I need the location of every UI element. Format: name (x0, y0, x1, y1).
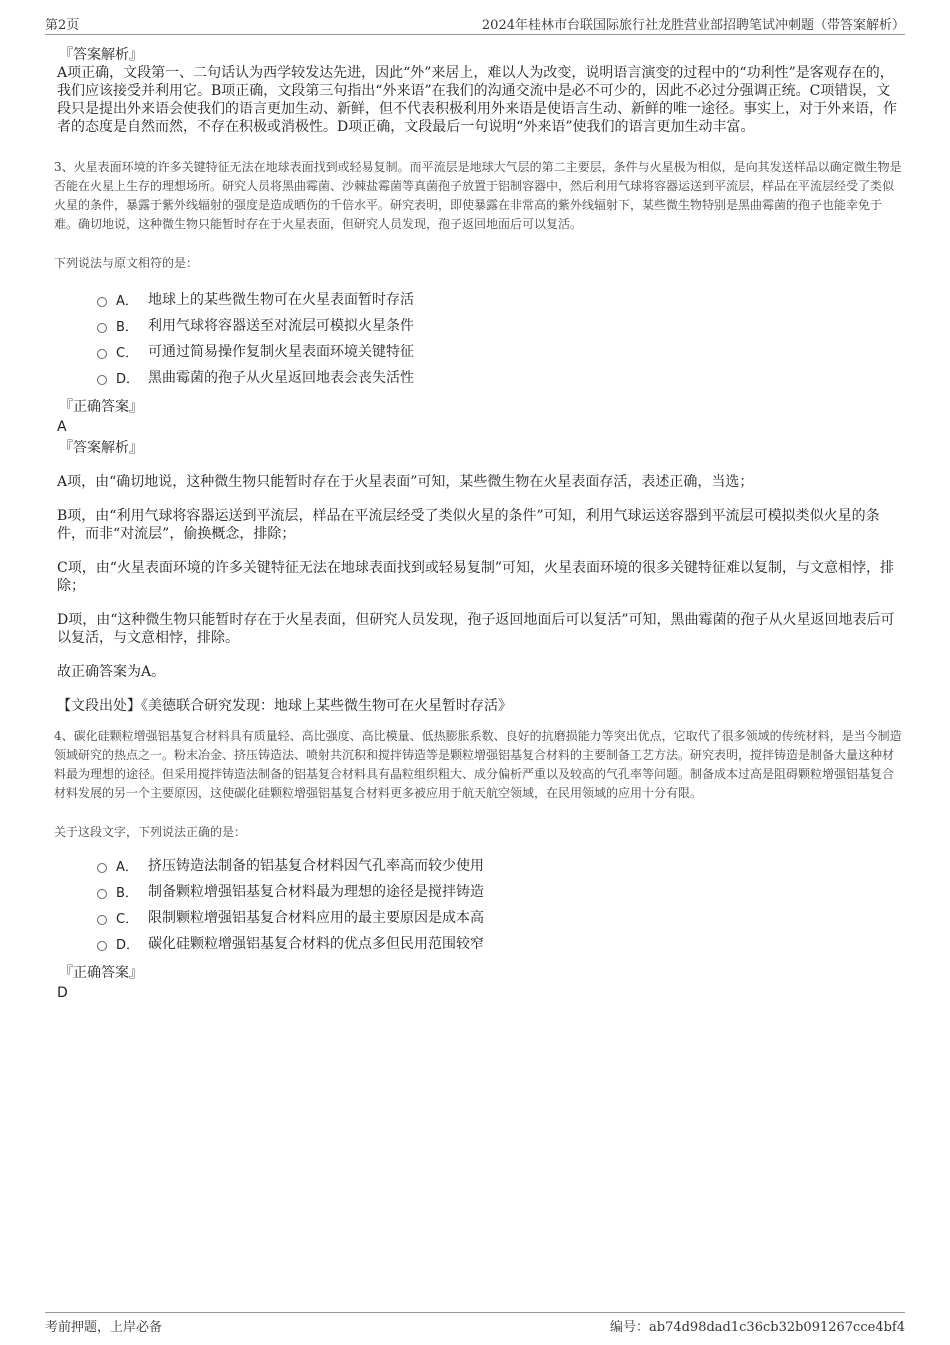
page-footer (45, 1312, 905, 1333)
q3-answer: A (57, 419, 67, 435)
option-letter: A． (116, 859, 138, 875)
q2-analysis-label: 『答案解析』 (59, 47, 143, 63)
q3-source: 【文段出处】《美德联合研究发现：地球上某些微生物可在火星暂时存活》 (57, 698, 512, 714)
option-text: 挤压铸造法制备的铝基复合材料因气孔率高而较少使用 (148, 858, 484, 874)
q4-answer-label: 『正确答案』 (59, 965, 143, 981)
q3-answer-label: 『正确答案』 (59, 399, 143, 415)
q3-option-d[interactable] (97, 364, 903, 390)
q4-option-d[interactable] (97, 930, 903, 956)
radio-icon[interactable] (97, 889, 107, 899)
option-text: 可通过简易操作复制火星表面环境关键特征 (148, 344, 414, 360)
option-letter: A． (116, 293, 138, 309)
q3-conclusion: 故正确答案为A。 (57, 664, 166, 680)
radio-icon[interactable] (97, 863, 107, 873)
footer-serial: 编号：ab74d98dad1c36cb32b091267cce4bf4 (610, 1320, 905, 1335)
q4-prompt: 关于这段文字，下列说法正确的是： (54, 825, 247, 839)
option-text: 碳化硅颗粒增强铝基复合材料的优点多但民用范围较窄 (148, 936, 484, 952)
q3-text: 3、火星表面环境的许多关键特征无法在地球表面找到或轻易复制。而平流层是地球大气层的第二主要层，条件与火星极为相似，是向其发送样品以确定微生物是否能在火星上生存的理想场所。研究人员将黑曲霉菌、沙棘盐霉菌等真菌孢子放置于铝制容器中，然后利用气球将容器运送到平流层，样品在平流层经受了类似火星的条件，暴露于紫外线辐射的强度是造成晒伤的千倍水平。研究表明，即使暴露在非常高的紫外线辐射下，某些微生物特别是黑曲霉菌的孢子也能幸免于难。确切地说，这种微生物只能暂时存在于火星表面，但研究人员发现，孢子返回地面后可以复活。 (54, 160, 902, 231)
q3-prompt: 下列说法与原文相符的是： (54, 256, 199, 270)
option-text: 制备颗粒增强铝基复合材料最为理想的途径是搅拌铸造 (148, 884, 484, 900)
option-text: 限制颗粒增强铝基复合材料应用的最主要原因是成本高 (148, 910, 484, 926)
q3-option-a[interactable] (97, 286, 903, 312)
q4-options (97, 852, 903, 956)
q4-option-c[interactable] (97, 904, 903, 930)
q3-analysis-b: B项，由“利用气球将容器运送到平流层，样品在平流层经受了类似火星的条件”可知，利用气球运送容器到平流层可模拟类似火星的条件，而非“对流层”，偷换概念，排除； (57, 508, 880, 542)
q3-option-b[interactable] (97, 312, 903, 338)
document-title: 2024年桂林市台联国际旅行社龙胜营业部招聘笔试冲刺题（带答案解析） (481, 18, 905, 33)
radio-icon[interactable] (97, 941, 107, 951)
option-text: 利用气球将容器送至对流层可模拟火星条件 (148, 318, 414, 334)
page-header (45, 14, 905, 35)
q2-analysis: A项正确，文段第一、二句话认为西学较发达先进，因此“外”来居上，难以人为改变，说明语言演变的过程中的“功利性”是客观存在的，我们应该接受并利用它。B项正确，文段第三句指出“外来语”在我们的沟通交流中是必不可少的，因此不必过分强调正统。C项错误，文段只是提出外来语会使我们的语言更加生动、新鲜，但不代表积极利用外来语是使语言生动、新鲜的唯一途径。事实上，对于外来语，作者的态度是自然而然，不存在积极或消极性。D项正确，文段最后一句说明“外来语”使我们的语言更加生动丰富。 (57, 65, 897, 135)
option-letter: D． (116, 937, 140, 953)
q4-option-b[interactable] (97, 878, 903, 904)
radio-icon[interactable] (97, 375, 107, 385)
page-number: 第2页 (45, 18, 80, 33)
q3-option-c[interactable] (97, 338, 903, 364)
option-letter: C． (116, 911, 139, 927)
main-content (54, 46, 903, 1002)
q4-answer: D (57, 985, 68, 1001)
option-letter: D． (116, 371, 140, 387)
option-text: 黑曲霉菌的孢子从火星返回地表会丧失活性 (148, 370, 414, 386)
q3-analysis-label: 『答案解析』 (59, 440, 143, 456)
q3-analysis-c: C项，由“火星表面环境的许多关键特征无法在地球表面找到或轻易复制”可知，火星表面环境的很多关键特征难以复制，与文意相悖，排除； (57, 560, 895, 594)
q4-text: 4、碳化硅颗粒增强铝基复合材料具有质量轻、高比强度、高比模量、低热膨胀系数、良好的抗磨损能力等突出优点，它取代了很多领域的传统材料，是当今制造领域研究的热点之一。粉末冶金、挤压铸造法、喷射共沉积和搅拌铸造等是颗粒增强铝基复合材料的主要制备工艺方法。研究表明，搅拌铸造是制备大量这种材料最为理想的途径。但采用搅拌铸造法制备的铝基复合材料具有晶粒组织粗大、成分偏析严重以及较高的气孔率等问题。制备成本过高是阻碍颗粒增强铝基复合材料发展的另一个主要原因，这使碳化硅颗粒增强铝基复合材料更多被应用于航天航空领域，在民用领域的应用十分有限。 (54, 729, 902, 800)
q4-option-a[interactable] (97, 852, 903, 878)
option-letter: C． (116, 345, 139, 361)
q3-options (97, 286, 903, 390)
option-letter: B． (116, 319, 138, 335)
q3-analysis-d: D项，由“这种微生物只能暂时存在于火星表面，但研究人员发现，孢子返回地面后可以复活”可知，黑曲霉菌的孢子从火星返回地表后可以复活，与文意相悖，排除。 (57, 612, 895, 646)
radio-icon[interactable] (97, 323, 107, 333)
radio-icon[interactable] (97, 349, 107, 359)
radio-icon[interactable] (97, 297, 107, 307)
footer-slogan: 考前押题，上岸必备 (45, 1320, 163, 1335)
radio-icon[interactable] (97, 915, 107, 925)
option-text: 地球上的某些微生物可在火星表面暂时存活 (148, 292, 414, 308)
q3-analysis-a: A项，由“确切地说，这种微生物只能暂时存在于火星表面”可知，某些微生物在火星表面存活，表述正确，当选； (57, 474, 754, 490)
option-letter: B． (116, 885, 138, 901)
